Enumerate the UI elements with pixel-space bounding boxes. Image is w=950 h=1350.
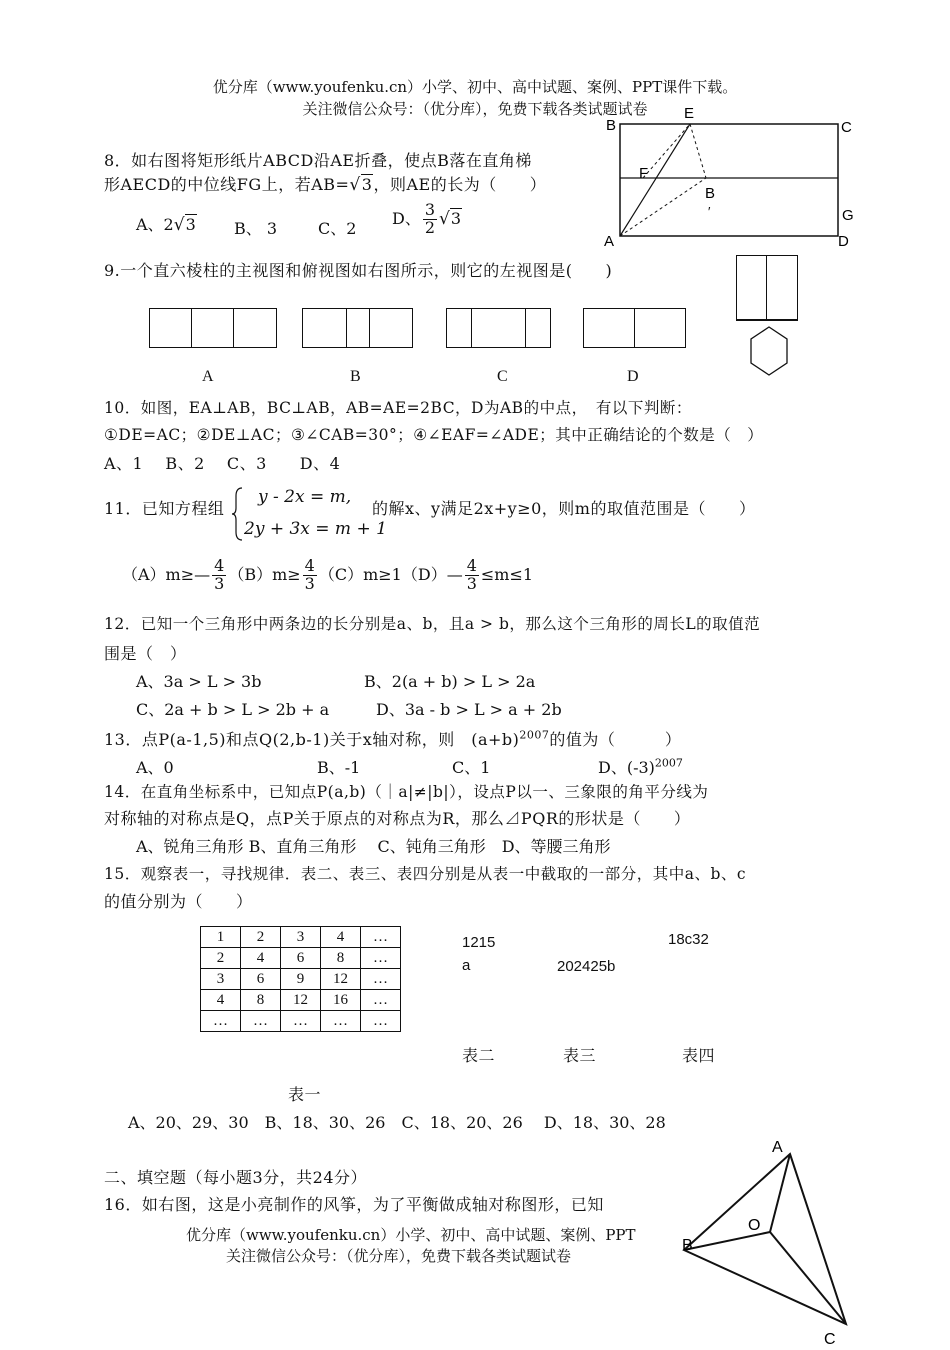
table-cell: 12: [281, 990, 321, 1011]
table-cell: 4: [241, 948, 281, 969]
q8-label-prime-mark: ′: [708, 204, 711, 219]
table-cell: …: [361, 1011, 401, 1032]
table-cell: …: [201, 1011, 241, 1032]
table-cell: 1: [201, 927, 241, 948]
q15-table-2-top: 1215: [462, 934, 496, 951]
q9-top-view-hexagon: [748, 325, 790, 379]
table-cell: 12: [321, 969, 361, 990]
table-cell: 6: [281, 948, 321, 969]
table-cell: 2: [241, 927, 281, 948]
q15-table-4: 18c32: [668, 931, 709, 948]
q8-label-a: A: [604, 233, 615, 250]
q16-kite-figure: [672, 1132, 862, 1350]
q8-option-a: A、2√3: [136, 215, 196, 235]
q14-options: A、锐角三角形 B、直角三角形 C、钝角三角形 D、等腰三角形: [136, 837, 611, 856]
q9-option-b-figure: [302, 308, 413, 348]
q8-label-e: E: [684, 105, 695, 122]
table-cell: 8: [241, 990, 281, 1011]
q12-line-1: 12．已知一个三角形中两条边的长分别是a、b，且a > b，那么这个三角形的周长L的取值范: [104, 615, 761, 633]
q15-options: A、20、29、30 B、18、30、26 C、18、20、26 D、18、30、28: [128, 1113, 666, 1132]
table-cell: 6: [241, 969, 281, 990]
q12-line-2: 围是（ ）: [104, 644, 187, 663]
table-cell: …: [361, 969, 401, 990]
q10-line-1: 10．如图，EA⊥AB，BC⊥AB，AB=AE=2BC，D为AB的中点， 有以下判断：: [104, 399, 692, 417]
q11-options: （A）m≥— $\frac{4}{3}$ （B）m≥ $\frac{4}{3}$ （C）m≥1（D）— $\frac{4}{3}$ ≤m≤1: [122, 556, 534, 593]
q13-question: 13．点P(a-1,5)和点Q(2,b-1)关于x轴对称，则 $(a+b)^{2007}$的值为（ ）: [104, 728, 682, 749]
q8-line-1: 8．如右图将矩形纸片ABCD沿AE折叠，使点B落在直角梯: [104, 151, 532, 170]
q15-table-1: [200, 926, 401, 1032]
q11-equation-1: y - 2x = m,: [258, 487, 352, 507]
q8-fold-figure: [598, 100, 858, 250]
q8-label-b: B: [606, 117, 617, 134]
q14-line-1: 14．在直角坐标系中，已知点P(a,b)（｜a|≠|b|），设点P以一、三象限的角平分线为: [104, 783, 709, 801]
q9-option-c-figure: [446, 308, 551, 348]
q15-line-2: 的值分别为（ ）: [104, 892, 253, 911]
table-cell: 16: [321, 990, 361, 1011]
q10-line-2: ①DE=AC；②DE⊥AC；③∠CAB=30°；④∠EAF=∠ADE；其中正确结论的个数是（ ）: [104, 426, 764, 444]
table-cell: 3: [201, 969, 241, 990]
q13-option-c: C、1: [452, 758, 491, 777]
q9-option-d-figure: [583, 308, 686, 348]
table-cell: …: [281, 1011, 321, 1032]
q11-equation-2: 2y + 3x = m + 1: [244, 519, 387, 539]
table-cell: …: [321, 1011, 361, 1032]
q9-question: 9.一个直六棱柱的主视图和俯视图如右图所示，则它的左视图是( ): [104, 261, 613, 280]
q16-label-c: C: [824, 1331, 836, 1348]
table-row: [201, 927, 401, 948]
q14-line-2: 对称轴的对称点是Q，点P关于原点的对称点为R，那么⊿PQR的形状是（ ）: [104, 809, 691, 828]
q12-option-d: D、3a - b > L > a + 2b: [376, 700, 562, 719]
q15-caption-3: 表三: [563, 1046, 597, 1065]
q8-option-b: B、 3: [234, 219, 278, 238]
footer-line-1: 优分库（www.youfenku.cn）小学、初中、高中试题、案例、PPT: [186, 1226, 636, 1244]
q8-label-g: G: [842, 207, 854, 224]
header-line-2: 关注微信公众号：（优分库），免费下载各类试题试卷: [302, 100, 648, 118]
table-row: [201, 990, 401, 1011]
table-cell: 4: [321, 927, 361, 948]
q15-caption-2: 表二: [462, 1046, 496, 1065]
q12-option-a: A、3a > L > 3b: [136, 672, 262, 691]
q9-label-a: A: [202, 368, 214, 385]
table-cell: …: [361, 927, 401, 948]
q13-option-b: B、-1: [317, 758, 361, 777]
table-cell: 3: [281, 927, 321, 948]
q8-option-d: D、 $\frac{3}{2}$ √3: [392, 200, 462, 237]
q16-label-a: A: [772, 1139, 783, 1156]
q16-question: 16．如右图，这是小亮制作的风筝，为了平衡做成轴对称图形，已知: [104, 1195, 604, 1214]
section-2-title: 二、填空题（每小题3分，共24分）: [104, 1168, 368, 1187]
q9-label-c: C: [497, 368, 508, 385]
table-cell: 2: [201, 948, 241, 969]
table-cell: …: [361, 948, 401, 969]
table-row: [201, 969, 401, 990]
q15-caption-4: 表四: [682, 1046, 716, 1065]
q8-label-f: F: [639, 165, 649, 182]
q13-option-a: A、0: [136, 758, 174, 777]
q9-label-b: B: [350, 368, 361, 385]
q16-label-b: B: [682, 1237, 693, 1254]
q8-option-c: C、2: [318, 219, 357, 238]
q16-label-o: O: [748, 1217, 761, 1234]
q15-table-2-bottom: a: [462, 957, 471, 974]
q11-prefix: 11．已知方程组: [104, 499, 225, 518]
table-row: [201, 948, 401, 969]
q8-label-c: C: [841, 119, 852, 136]
header-line-1: 优分库（www.youfenku.cn）小学、初中、高中试题、案例、PPT课件下载。: [212, 78, 738, 96]
q15-line-1: 15．观察表一，寻找规律．表二、表三、表四分别是从表一中截取的一部分，其中a、b、c: [104, 865, 747, 883]
q10-options: A、1 B、2 C、3 D、4: [104, 454, 341, 473]
table-cell: 9: [281, 969, 321, 990]
q12-option-b: B、2(a + b) > L > 2a: [364, 672, 536, 691]
q15-caption-1: 表一: [288, 1085, 322, 1104]
q8-line-2: 形AECD的中位线FG上，若AB=√3，则AE的长为（ ）: [104, 175, 547, 195]
q11-brace: [230, 486, 244, 542]
q12-option-c: C、2a + b > L > 2b + a: [136, 700, 330, 719]
table-cell: 8: [321, 948, 361, 969]
q8-label-b-prime: B: [705, 185, 716, 202]
q9-label-d: D: [627, 368, 639, 385]
table-cell: …: [241, 1011, 281, 1032]
q15-table-3: 202425b: [557, 958, 616, 975]
table-row: [201, 1011, 401, 1032]
q9-front-view: [736, 255, 798, 321]
q8-label-d: D: [838, 233, 849, 250]
table-cell: 4: [201, 990, 241, 1011]
table-cell: …: [361, 990, 401, 1011]
q13-option-d: D、$(-3)^{2007}$: [598, 756, 683, 777]
q9-option-a-figure: [149, 308, 277, 348]
footer-line-2: 关注微信公众号：（优分库），免费下载各类试题试卷: [226, 1247, 572, 1265]
q11-suffix: 的解x、y满足2x+y≥0，则m的取值范围是（ ）: [372, 499, 756, 518]
